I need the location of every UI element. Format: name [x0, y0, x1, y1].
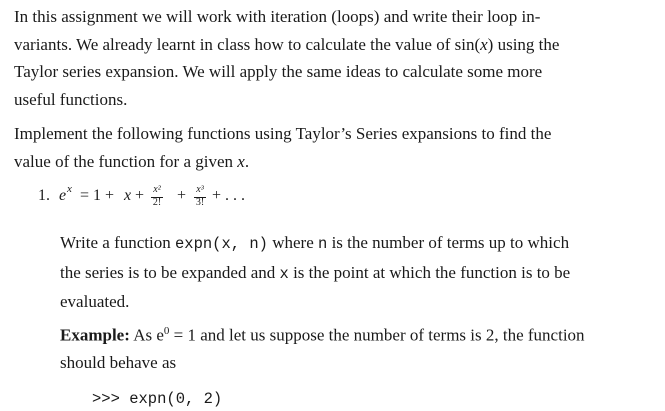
task-line-1: Implement the following functions using Taylor’s Series expansions to find the [14, 124, 552, 143]
desc-var-n: n [318, 235, 328, 253]
intro-line-1: In this assignment we will work with iteration (loops) and write their loop in- [14, 7, 541, 26]
example-label: Example: [60, 325, 130, 345]
example-paragraph [60, 318, 616, 377]
desc-line-1c: is the number of terms up to which [327, 233, 570, 252]
fraction-numerator: x³ [196, 184, 204, 195]
formula-plus-2: + [177, 187, 187, 204]
formula-e: e [59, 187, 67, 204]
intro-line-2b: ) using the [487, 34, 560, 54]
example-line-1a: As e [129, 325, 164, 345]
intro-var-x: x [480, 34, 488, 54]
intro-paragraph [14, 3, 614, 113]
intro-line-2a: variants. We already learnt in class how to calculate the value of sin( [14, 34, 481, 54]
formula-exponent: x [67, 183, 72, 195]
fraction-numerator: x² [153, 184, 161, 195]
task-var-x: x [237, 151, 245, 171]
desc-line-2a: the series is to be expanded and [60, 262, 280, 282]
formula-tail: + . . . [212, 187, 246, 204]
desc-line-1a: Write a function [60, 233, 175, 252]
example-exponent: 0 [163, 325, 170, 337]
task-line-2a: value of the function for a given [14, 151, 238, 171]
fraction-denominator: 3! [195, 197, 205, 208]
desc-var-x: x [279, 264, 289, 283]
example-line-2: should behave as [60, 353, 177, 373]
task-line-2b: . [244, 151, 250, 171]
formula-equals: = 1 + [80, 187, 115, 204]
intro-line-4: useful functions. [14, 89, 128, 109]
code-example: >>> expn(0, 2) [92, 390, 223, 408]
desc-line-3: evaluated. [60, 292, 130, 311]
desc-line-1b: where [267, 233, 319, 252]
task-paragraph [14, 120, 614, 175]
formula-x: x [124, 187, 132, 204]
formula-plus-1: + [135, 187, 145, 204]
desc-line-2b: is the point at which the function is to be [288, 262, 571, 282]
intro-line-3: Taylor series expansion. We will apply the same ideas to calculate some more [14, 62, 543, 81]
example-line-1b: = 1 and let us suppose the number of terms is 2, the function [169, 325, 585, 345]
fraction-denominator: 2! [152, 197, 162, 208]
description-paragraph [60, 229, 616, 316]
list-number: 1. [38, 187, 50, 204]
desc-function-signature: expn(x, n) [174, 235, 268, 253]
